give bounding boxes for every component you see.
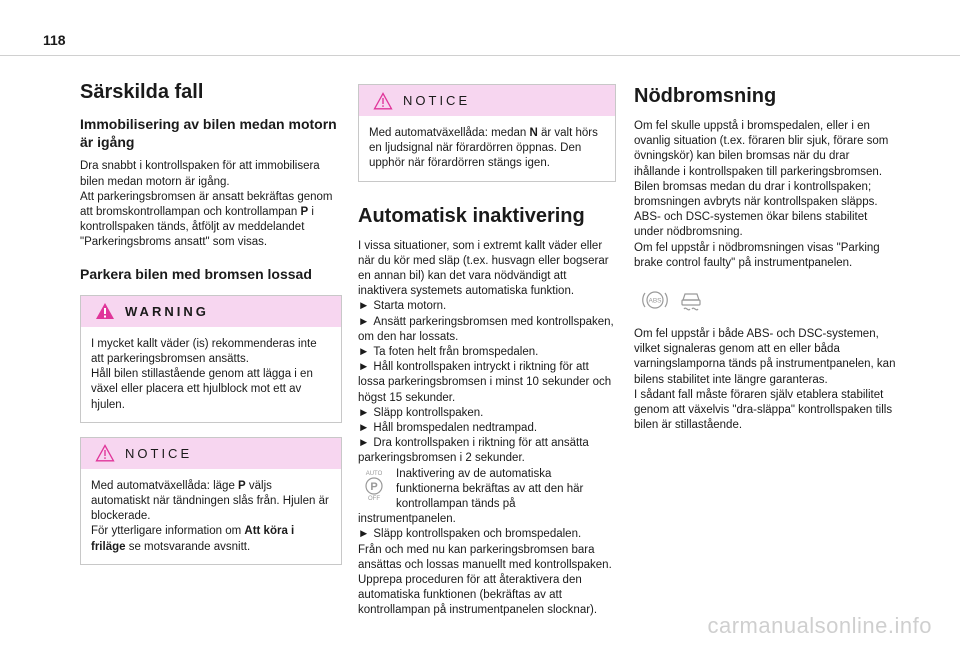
step-7 <box>358 436 616 466</box>
step-text: Starta motorn. <box>373 300 447 313</box>
bold-part: P <box>300 205 309 218</box>
notice-title: NOTICE <box>125 445 193 461</box>
notice-p1 <box>369 126 605 172</box>
text-part: Med automatväxellåda: läge <box>91 479 239 492</box>
auto-deactivation-intro: I vissa situationer, som i extremt kallt väder eller när du kör med släp (t.ex. husvagn eller bogserar en annan bil) kan det vara nödvändigt att inaktivera systemets automatiska funktion. <box>358 239 609 298</box>
arrow-icon: ► <box>358 346 370 359</box>
notice-body <box>359 116 615 181</box>
warning-line2: Håll bilen stillastående genom att lägga i en växel eller placera ett hjulblock mot ett av hjulen. <box>91 368 313 411</box>
arrow-icon: ► <box>358 300 370 313</box>
warning-title: WARNING <box>125 303 209 319</box>
auto-icon-bottom-label: OFF <box>368 495 380 501</box>
emergency-p6: I sådant fall måste föraren själv etablera stabilitet genom att växelvis "dra-släppa" kontrollspaken tills bilen är stillastående. <box>634 388 893 432</box>
text-part: väljs automatiskt när tändningen slås från. Hjulen är blockerade. <box>91 479 329 523</box>
notice-box-left <box>80 437 342 565</box>
notice-body <box>81 469 341 564</box>
step-text: Håll bromspedalen nedtrampad. <box>373 422 538 435</box>
arrow-icon: ► <box>358 315 370 328</box>
auto-icon-letter: P <box>370 480 378 493</box>
section-title-special-cases: Särskilda fall <box>80 81 204 103</box>
notice-triangle-icon <box>95 444 115 462</box>
step-text: Dra kontrollspaken i riktning för att ansätta parkeringsbromsen i 2 sekunder. <box>358 437 589 465</box>
text-part: se motsvarande avsnitt. <box>125 540 251 553</box>
section-title-auto-deactivation: Automatisk inaktivering <box>358 204 585 227</box>
abs-icon-label: ABS <box>648 297 662 305</box>
warning-box <box>80 295 342 423</box>
bold-part: P <box>238 479 246 492</box>
step-4 <box>358 360 616 406</box>
notice-box-middle <box>358 84 616 182</box>
notice-p1 <box>91 479 331 525</box>
immobilising-text <box>80 159 342 250</box>
auto-p-off-icon <box>358 469 390 501</box>
arrow-icon: ► <box>358 406 370 419</box>
auto-deactivation-outro2: Upprepa proceduren för att återaktivera den automatiska funktionen (bekräftas av att kontrollampan på instrumentpanelen slocknar). <box>358 574 598 617</box>
step-1 <box>358 299 616 314</box>
immobilising-p1: Dra snabbt i kontrollspaken för att immobilisera bilen medan motorn är igång. <box>80 160 320 188</box>
warning-lamps-row <box>640 285 896 315</box>
heading-park-released: Parkera bilen med bromsen lossad <box>80 265 312 282</box>
step-text: Släpp kontrollspaken. <box>373 406 484 419</box>
arrow-icon: ► <box>358 422 370 435</box>
step-2 <box>358 315 616 345</box>
indicator-text: Inaktivering av de automatiska funktionerna bekräftas av att den här kontrollampan tänds på instrumentpanelen. <box>358 467 584 526</box>
text-part: i kontrollspaken tänds, åtföljt av meddelandet "Parkeringsbroms ansatt" som visas. <box>80 205 314 249</box>
column-right <box>634 84 896 433</box>
warning-triangle-icon <box>95 302 115 320</box>
step-text: Ta foten helt från bromspedalen. <box>373 346 539 359</box>
arrow-icon: ► <box>358 437 370 450</box>
notice-header <box>81 438 341 469</box>
section-title-emergency-braking: Nödbromsning <box>634 85 777 107</box>
bold-part: Att köra i friläge <box>91 525 295 553</box>
column-left <box>80 80 342 579</box>
warning-line1: I mycket kallt väder (is) rekommenderas inte att parkeringsbromsen ansätts. <box>91 337 317 365</box>
notice-header <box>359 85 615 116</box>
arrow-icon: ► <box>358 528 370 541</box>
abs-warning-icon <box>640 285 670 315</box>
step-text: Släpp kontrollspaken och bromspedalen. <box>373 528 582 541</box>
text-part: Att parkeringsbromsen är ansatt bekräftas genom att bromskontrollampan och kontrollampan <box>80 190 333 218</box>
notice-title: NOTICE <box>403 93 471 108</box>
step-6 <box>358 421 616 436</box>
auto-deactivation-outro1: Från och med nu kan parkeringsbromsen bara ansättas och lossas manuellt med kontrollspaken. <box>358 543 612 571</box>
text-part: För ytterligare information om <box>91 525 245 538</box>
bold-part: N <box>529 127 538 139</box>
arrow-icon: ► <box>358 361 370 374</box>
step-3 <box>358 345 616 360</box>
emergency-p1: Om fel skulle uppstå i bromspedalen, eller i en ovanlig situation (t.ex. föraren blir sjuk, förare som övningskör) kan bilen bromsas när du drar ihållande i kontrollspaken till parkeringsbromsen. <box>634 120 889 178</box>
column-middle <box>358 84 616 619</box>
emergency-p4: Om fel uppstår i nödbromsningen visas "Parking brake control faulty" på instrumentpanelen. <box>634 241 880 269</box>
warning-body <box>81 327 341 422</box>
text-part: är valt hörs en ljudsignal när förardörren öppnas. Den upphör när förardörren stängs igen. <box>369 127 598 170</box>
auto-off-indicator-text <box>358 467 616 528</box>
step-5 <box>358 406 616 421</box>
top-divider <box>0 55 960 56</box>
emergency-p3: ABS- och DSC-systemen ökar bilens stabilitet under nödbromsning. <box>634 211 868 239</box>
emergency-p2: Bilen bromsas medan du drar i kontrollspaken; bromsningen avbryts när kontrollspaken släpps. <box>634 180 878 209</box>
dsc-warning-icon <box>676 285 706 315</box>
text-part: Med automatväxellåda: medan <box>369 127 530 139</box>
immobilising-p2 <box>80 190 342 251</box>
notice-triangle-icon <box>373 92 393 110</box>
heading-immobilising: Immobilisering av bilen medan motorn är igång <box>80 116 337 151</box>
step-text: Håll kontrollspaken intryckt i riktning för att lossa parkeringsbromsen i minst 10 sekunder och högst 15 sekunder. <box>358 361 612 404</box>
notice-p2 <box>91 524 331 554</box>
warning-header <box>81 296 341 327</box>
step-text: Ansätt parkeringsbromsen med kontrollspaken, om den har lossats. <box>358 315 614 343</box>
emergency-p5: Om fel uppstår i både ABS- och DSC-systemen, vilket signaleras genom att en eller båda varningslamporna tänds på instrumentpanelen, kan bilens stabilitet inte längre garanteras. <box>634 328 896 386</box>
step-last <box>358 527 616 542</box>
watermark: carmanualsonline.info <box>707 613 932 638</box>
auto-icon-top-label: AUTO <box>365 470 383 477</box>
page-number: 118 <box>43 32 66 48</box>
